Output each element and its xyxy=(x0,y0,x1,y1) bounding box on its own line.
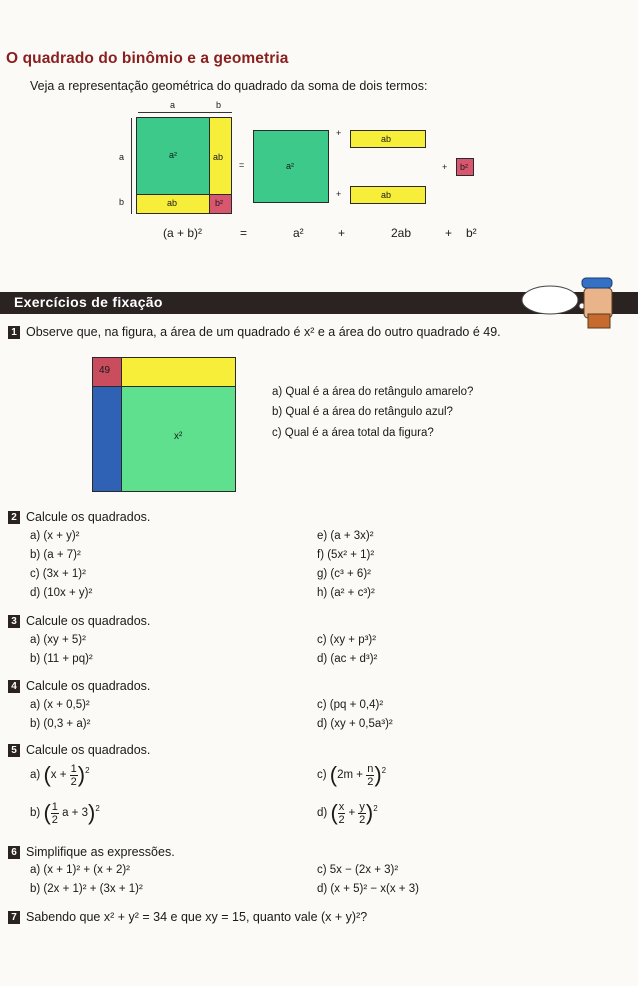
ex5-number: 5 xyxy=(8,744,20,757)
ex1-blue-rect xyxy=(92,386,122,492)
ex2-item: b) (a + 7)² xyxy=(30,549,81,561)
ex1-number: 1 xyxy=(8,326,20,339)
square-a2: a² xyxy=(136,117,210,195)
ex1-square-x2: x² xyxy=(121,386,236,492)
label-b-left: b xyxy=(119,197,125,207)
plus-3: + xyxy=(442,162,448,172)
ex3-number: 3 xyxy=(8,615,20,628)
arrow-a-left xyxy=(131,118,132,194)
formula-lhs: (a + b)² xyxy=(163,226,203,240)
formula-plus2: + xyxy=(445,226,453,240)
ex2-item: g) (c³ + 6)² xyxy=(317,568,371,580)
ex4-item: c) (pq + 0,4)² xyxy=(317,699,384,711)
ex2-item: a) (x + y)² xyxy=(30,530,80,542)
arrow-b xyxy=(214,112,232,113)
formula-plus1: + xyxy=(338,226,346,240)
formula-b2: b² xyxy=(466,226,477,240)
ex5-question: 5 Calcule os quadrados. xyxy=(8,743,150,757)
ex2-item: d) (10x + y)² xyxy=(30,587,93,599)
rect-ab-alone-2: ab xyxy=(350,186,426,204)
formula-2ab: 2ab xyxy=(391,226,412,240)
ex4-item: a) (x + 0,5)² xyxy=(30,699,90,711)
ex4-question: 4 Calcule os quadrados. xyxy=(8,679,150,693)
intro-text: Veja a representação geométrica do quadrado da soma de dois termos: xyxy=(30,79,428,93)
rect-ab-bottom: ab xyxy=(136,194,210,214)
ex2-item: e) (a + 3x)² xyxy=(317,530,374,542)
ex6-question: 6 Simplifique as expressões. xyxy=(8,845,175,859)
square-a2-alone: a² xyxy=(253,130,329,203)
ex1-square-49: 49 xyxy=(92,357,122,387)
plus-1: + xyxy=(336,128,342,138)
rect-ab-right: ab xyxy=(209,117,232,195)
ex5-item-c: c) (2m + $\frac{n}{2}$ )$^2$ xyxy=(317,762,387,788)
arrow-b-left xyxy=(131,194,132,214)
label-a-top: a xyxy=(170,100,176,110)
ex2-number: 2 xyxy=(8,511,20,524)
ex2-item: f) (5x² + 1)² xyxy=(317,549,375,561)
thinking-character-icon xyxy=(512,270,622,330)
ex4-item: d) (xy + 0,5a³)² xyxy=(317,718,393,730)
equals-sign: = xyxy=(239,160,245,170)
ex1-item-c: c) Qual é a área total da figura? xyxy=(272,427,434,439)
ex7-number: 7 xyxy=(8,911,20,924)
ex3-item: b) (11 + pq)² xyxy=(30,653,93,665)
rect-ab-alone-1: ab xyxy=(350,130,426,148)
ex3-item: d) (ac + d³)² xyxy=(317,653,378,665)
ex1-item-a: a) Qual é a área do retângulo amarelo? xyxy=(272,386,474,398)
plus-2: + xyxy=(336,189,342,199)
ex3-item: a) (xy + 5)² xyxy=(30,634,86,646)
ex5-item-b: b) ( $\frac{1}{2}$ a + 3)$^2$ xyxy=(30,800,100,826)
formula-eq: = xyxy=(240,226,248,240)
section-title: Exercícios de fixação xyxy=(14,294,163,310)
ex4-number: 4 xyxy=(8,680,20,693)
ex1-question: 1 Observe que, na figura, a área de um quadrado é x² e a área do outro quadrado é 49. xyxy=(8,325,501,339)
ex1-item-b: b) Qual é a área do retângulo azul? xyxy=(272,406,453,418)
ex5-item-d: d) ( $\frac{x}{2}$ + $\frac{y}{2}$ )$^2$ xyxy=(317,800,378,826)
ex2-question: 2 Calcule os quadrados. xyxy=(8,510,150,524)
label-a-left: a xyxy=(119,152,125,162)
square-b2-alone: b² xyxy=(456,158,474,176)
ex2-item: c) (3x + 1)² xyxy=(30,568,86,580)
square-b2: b² xyxy=(209,194,232,214)
arrow-a xyxy=(138,112,214,113)
formula-a2: a² xyxy=(293,226,304,240)
ex6-item: c) 5x − (2x + 3)² xyxy=(317,864,399,876)
page-title: O quadrado do binômio e a geometria xyxy=(6,50,289,67)
ex7-question: 7 Sabendo que x² + y² = 34 e que xy = 15, quanto vale (x + y)²? xyxy=(8,910,367,924)
label-b-top: b xyxy=(216,100,222,110)
ex3-question: 3 Calcule os quadrados. xyxy=(8,614,150,628)
ex6-item: d) (x + 5)² − x(x + 3) xyxy=(317,883,419,895)
ex6-item: a) (x + 1)² + (x + 2)² xyxy=(30,864,131,876)
ex6-number: 6 xyxy=(8,846,20,859)
ex3-item: c) (xy + p³)² xyxy=(317,634,377,646)
ex4-item: b) (0,3 + a)² xyxy=(30,718,91,730)
ex5-item-a: a) (x + $\frac{1}{2}$ )$^2$ xyxy=(30,762,90,788)
ex2-item: h) (a² + c³)² xyxy=(317,587,375,599)
ex6-item: b) (2x + 1)² + (3x + 1)² xyxy=(30,883,143,895)
